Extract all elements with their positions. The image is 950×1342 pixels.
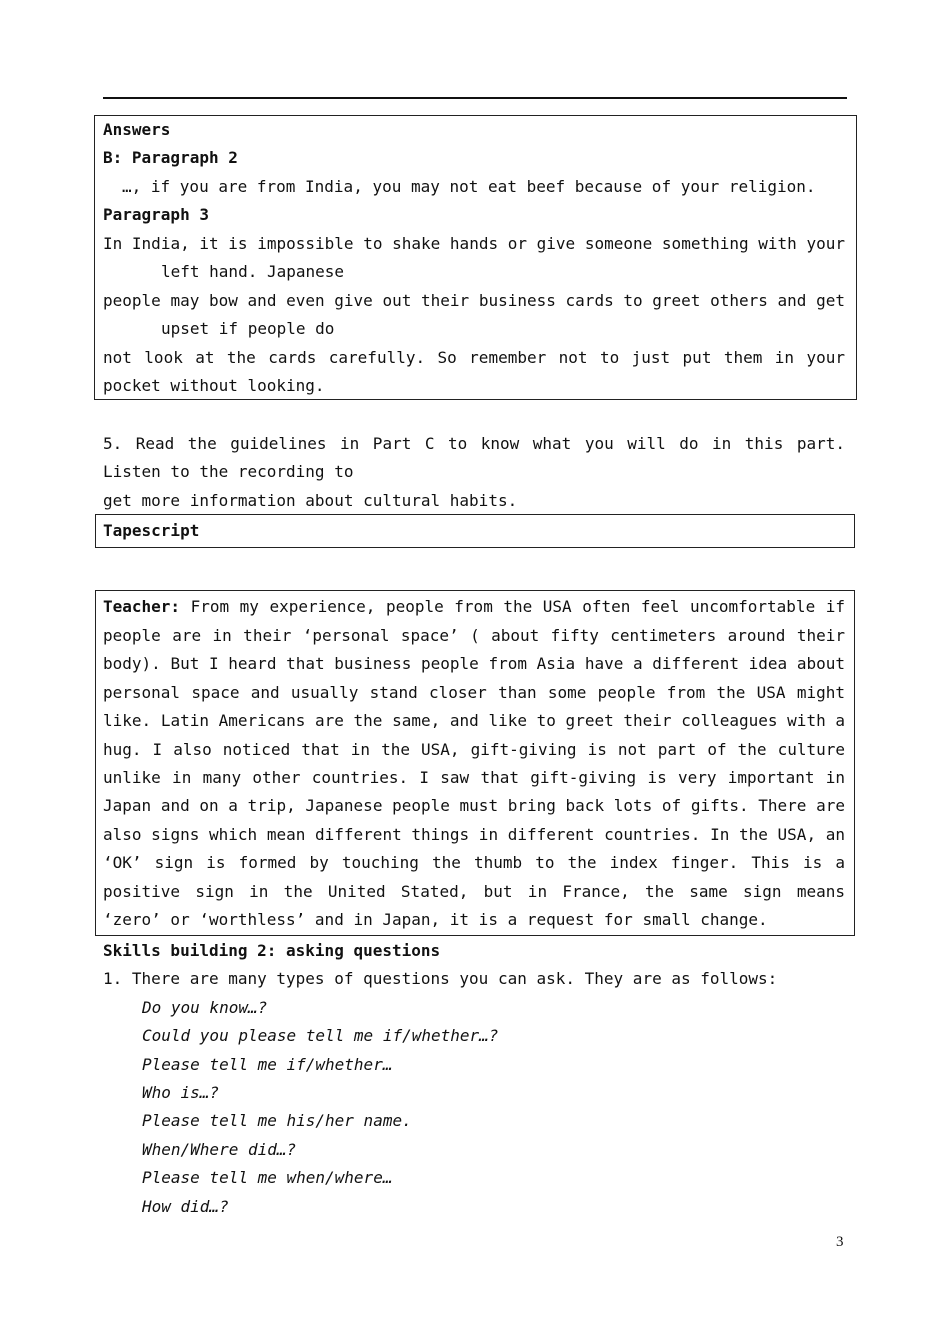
teacher-line: Japan and on a trip, Japanese people must bring back lots of gifts. There are (103, 796, 845, 815)
teacher-line: like. Latin Americans are the same, and like to greet their colleagues with a (103, 711, 845, 730)
paragraph-3-heading: Paragraph 3 (103, 205, 209, 224)
skills-intro: 1. There are many types of questions you can ask. They are as follows: (103, 969, 778, 988)
teacher-line: personal space and usually stand closer than some people from the USA might (103, 683, 845, 702)
question-example: How did…? (142, 1197, 229, 1216)
question-example: Please tell me if/whether… (142, 1055, 393, 1074)
step-5-line: get more information about cultural habits. (103, 491, 518, 510)
teacher-line: people are in their ‘personal space’ ( about fifty centimeters around their (103, 626, 845, 645)
question-example: Could you please tell me if/whether…? (142, 1026, 499, 1045)
paragraph-3-line: upset if people do (161, 319, 335, 338)
paragraph-3-line: In India, it is impossible to shake hands or give someone something with your (103, 234, 845, 253)
answers-title: Answers (103, 120, 171, 139)
teacher-line: unlike in many other countries. I saw that gift-giving is very important in (103, 768, 845, 787)
speaker-label: Teacher: (103, 597, 181, 616)
teacher-line: also signs which mean different things in different countries. In the USA, an (103, 825, 845, 844)
page-number: 3 (836, 1234, 844, 1250)
teacher-line: positive sign in the United Stated, but in France, the same sign means (103, 882, 845, 901)
question-example: Who is…? (142, 1083, 220, 1102)
question-example: Please tell me when/where… (142, 1168, 393, 1187)
paragraph-2-text: …, if you are from India, you may not eat beef because of your religion. (122, 177, 816, 196)
paragraph-3-line: pocket without looking. (103, 376, 325, 395)
question-example: Please tell me his/her name. (142, 1111, 412, 1130)
tapescript-title: Tapescript (103, 521, 200, 540)
paragraph-3-line: left hand. Japanese (161, 262, 345, 281)
teacher-line: body). But I heard that business people from Asia have a different idea about (103, 654, 845, 673)
question-example: When/Where did…? (142, 1140, 297, 1159)
skills-heading: Skills building 2: asking questions (103, 941, 441, 960)
teacher-line (103, 597, 845, 617)
teacher-line-text: From my experience, people from the USA often feel uncomfortable if (190, 597, 845, 616)
teacher-line: ‘OK’ sign is formed by touching the thumb to the index finger. This is a (103, 853, 845, 872)
header-rule (103, 97, 847, 99)
teacher-line: hug. I also noticed that in the USA, gift-giving is not part of the culture (103, 740, 845, 759)
paragraph-3-line: not look at the cards carefully. So remember not to just put them in your (103, 348, 845, 367)
step-5-line: Listen to the recording to (103, 462, 354, 481)
paragraph-3-line: people may bow and even give out their business cards to greet others and get (103, 291, 845, 310)
question-example: Do you know…? (142, 998, 268, 1017)
paragraph-2-heading: B: Paragraph 2 (103, 148, 238, 167)
step-5-line: 5. Read the guidelines in Part C to know what you will do in this part. (103, 434, 845, 453)
tapescript-box (95, 514, 855, 548)
teacher-line: ‘zero’ or ‘worthless’ and in Japan, it is a request for small change. (103, 910, 768, 929)
